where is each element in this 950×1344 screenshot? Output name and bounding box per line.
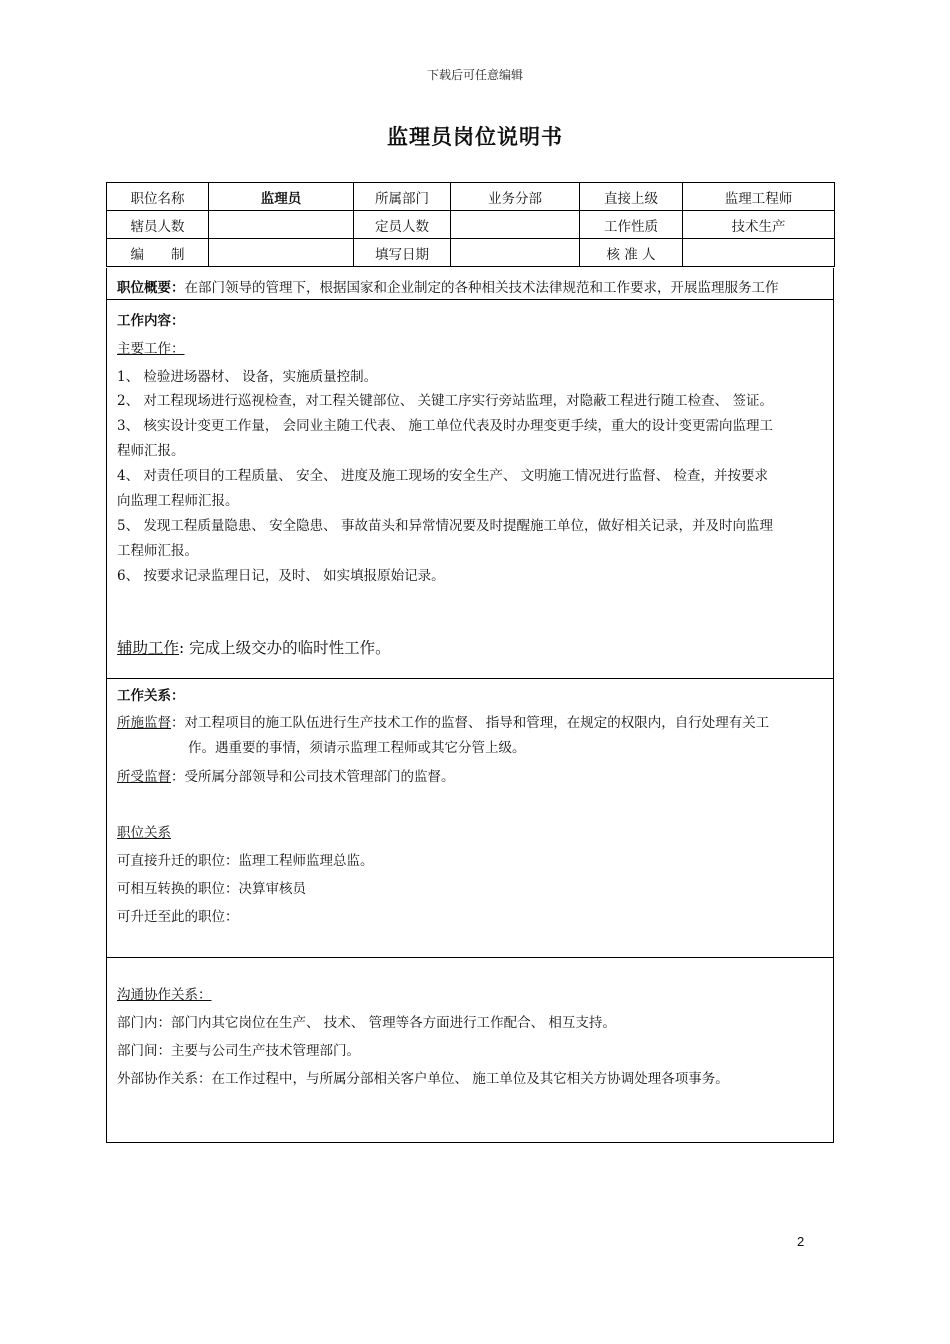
position-summary [117,276,779,296]
promote-to: 可直接升迁的职位：监理工程师监理总监。 [117,853,374,869]
value-approver [683,239,835,267]
supervised-text: ：受所属分部领导和公司技术管理部门的监督。 [171,769,455,785]
auxiliary-work [117,636,391,658]
label-fill-date: 填写日期 [354,239,451,267]
position-info-table [106,182,835,267]
work-item-6: 6、 按要求记录监理日记，及时、 如实填报原始记录。 [117,568,445,584]
comm-external: 外部协作关系：在工作过程中，与所属分部相关客户单位、 施工单位及其它相关方协调处理各项事务。 [117,1071,729,1087]
promote-from: 可升迁至此的职位： [117,909,239,925]
communication-section [106,957,834,1143]
work-item-4: 4、 对责任项目的工程质量、 安全、 进度及施工现场的安全生产、 文明施工情况进行监督、 检查，并按要求 [117,468,769,484]
position-relations-heading: 职位关系 [117,825,171,841]
relations-heading: 工作关系： [117,688,185,704]
value-work-nature: 技术生产 [683,211,835,239]
label-subordinates: 辖员人数 [107,211,209,239]
work-item-5-cont: 工程师汇报。 [117,543,198,559]
supervise-text: ：对工程项目的施工队伍进行生产技术工作的监督、 指导和管理，在规定的权限内，自行处理有关工 [171,715,770,731]
table-row [107,183,835,211]
supervise-line-2: 作。遇重要的事情，须请示监理工程师或其它分管上级。 [188,740,526,756]
comm-internal: 部门内：部门内其它岗位在生产、 技术、 管理等各方面进行工作配合、 相互支持。 [117,1015,616,1031]
supervise-label: 所施监督 [117,715,171,731]
value-fill-date [451,239,580,267]
label-compiled-by: 编 制 [107,239,209,267]
value-direct-superior: 监理工程师 [683,183,835,211]
work-item-1: 1、 检验进场器材、 设备，实施质量控制。 [117,369,378,385]
comm-heading: 沟通协作关系： [117,987,212,1003]
label-work-nature: 工作性质 [580,211,683,239]
value-position-name: 监理员 [209,183,354,211]
supervised-label: 所受监督 [117,769,171,785]
aux-work-label: 辅助工作 [117,639,180,657]
summary-text: 在部门领导的管理下，根据国家和企业制定的各种相关技术法律规范和工作要求，开展监理服务工作 [184,280,779,296]
position-summary-section [106,268,834,300]
main-work-heading: 主要工作： [117,341,185,357]
comm-between: 部门间：主要与公司生产技术管理部门。 [117,1043,360,1059]
label-direct-superior: 直接上级 [580,183,683,211]
table-row [107,211,835,239]
aux-work-text: : 完成上级交办的临时性工作。 [179,639,391,657]
work-relations-section [106,678,834,958]
work-heading: 工作内容： [117,313,185,329]
value-department: 业务分部 [451,183,580,211]
supervise-line-1 [117,711,769,731]
rotate-with: 可相互转换的职位：决算审核员 [117,881,306,897]
value-compiled-by [209,239,354,267]
header-note: 下载后可任意编辑 [426,68,523,82]
label-department: 所属部门 [354,183,451,211]
page-title: 监理员岗位说明书 [387,125,563,149]
page-number: 2 [797,1234,805,1249]
work-item-5: 5、 发现工程质量隐患、 安全隐患、 事故苗头和异常情况要及时提醒施工单位，做好相关记录，并及时向监理 [117,518,773,534]
label-approver: 核 准 人 [580,239,683,267]
work-item-4-cont: 向监理工程师汇报。 [117,493,239,509]
label-position-name: 职位名称 [107,183,209,211]
work-item-3-cont: 程师汇报。 [117,443,185,459]
work-item-2: 2、 对工程现场进行巡视检查，对工程关键部位、 关键工序实行旁站监理，对隐蔽工程进行随工检查、 签证。 [117,393,773,409]
supervised-line [117,765,455,785]
work-item-3: 3、 核实设计变更工作量， 会同业主随工代表、 施工单位代表及时办理变更手续，重大的设计变更需向监理工 [117,418,773,434]
work-content-section [106,300,834,679]
label-headcount: 定员人数 [354,211,451,239]
value-subordinates [209,211,354,239]
value-headcount [451,211,580,239]
table-row [107,239,835,267]
summary-label: 职位概要： [117,280,185,296]
